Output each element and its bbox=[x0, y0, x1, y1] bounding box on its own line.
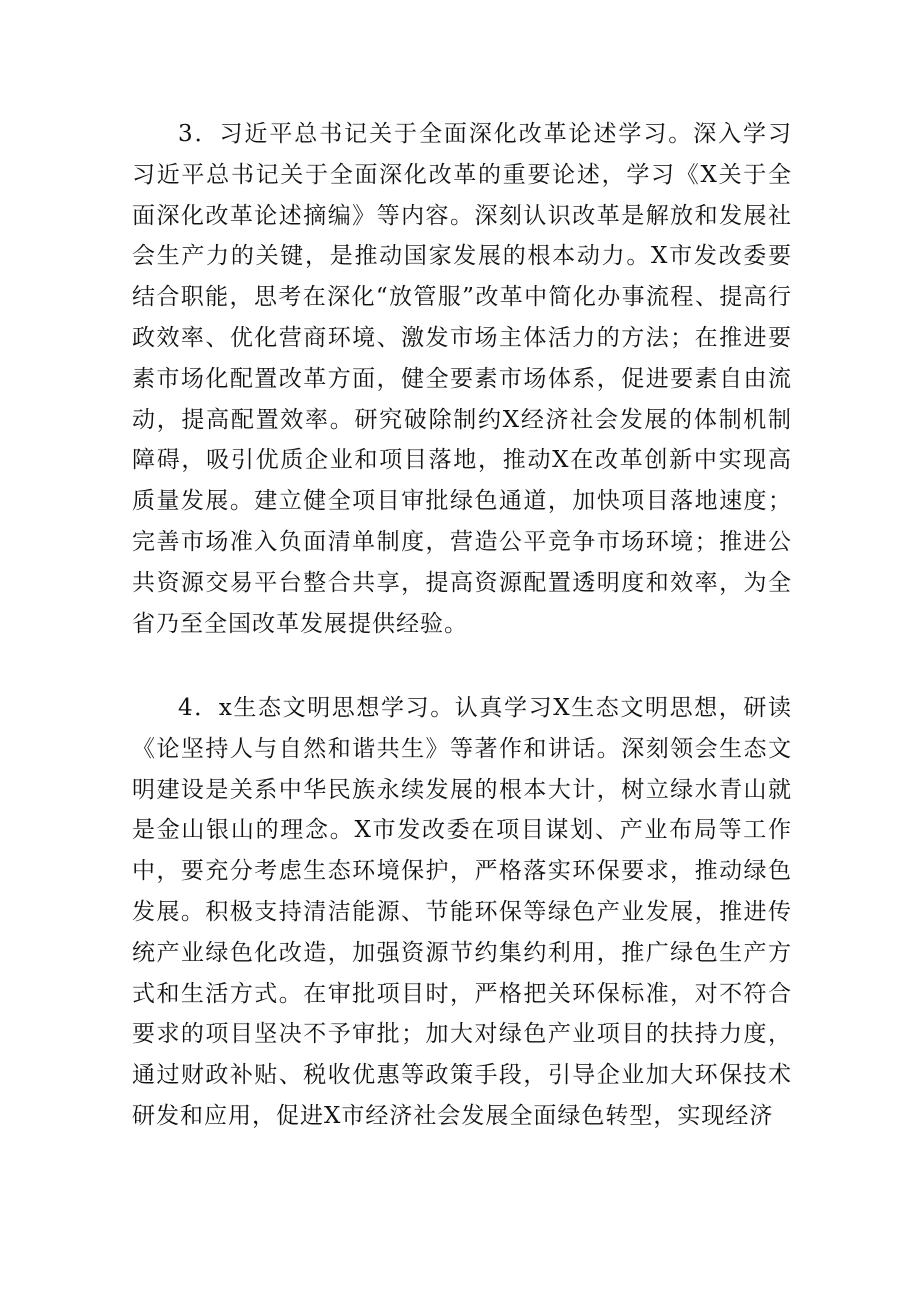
paragraph-ecological-civilization-study: 4．x生态文明思想学习。认真学习X生态文明思想，研读《论坚持人与自然和谐共生》等著作和讲话。深刻领会生态文明建设是关系中华民族永续发展的根本大计，树立绿水青山就是金山银山的理念。X市发改委在项目谋划、产业布局等工作中，要充分考虑生态环境保护，严格落实环保要求，推动绿色发展。积极支持清洁能源、节能环保等绿色产业发展，推进传统产业绿色化改造，加强资源节约集约利用，推广绿色生产方式和生活方式。在审批项目时，严格把关环保标准，对不符合要求的项目坚决不予审批；加大对绿色产业项目的扶持力度，通过财政补贴、税收优惠等政策手段，引导企业加大环保技术研发和应用，促进X市经济社会发展全面绿色转型，实现经济 bbox=[132, 695, 792, 1129]
paragraph-reform-study: 3．习近平总书记关于全面深化改革论述学习。深入学习习近平总书记关于全面深化改革的重要论述，学习《X关于全面深化改革论述摘编》等内容。深刻认识改革是解放和发展社会生产力的关键，是推动国家发展的根本动力。X市发改委要结合职能，思考在深化“放管服”改革中简化办事流程、提高行政效率、优化营商环境、激发市场主体活力的方法；在推进要素市场化配置改革方面，健全要素市场体系，促进要素自由流动，提高配置效率。研究破除制约X经济社会发展的体制机制障碍，吸引优质企业和项目落地，推动X在改革创新中实现高质量发展。建立健全项目审批绿色通道，加快项目落地速度；完善市场准入负面清单制度，营造公平竞争市场环境；推进公共资源交易平台整合共享，提高资源配置透明度和效率，为全省乃至全国改革发展提供经验。 bbox=[132, 121, 792, 637]
